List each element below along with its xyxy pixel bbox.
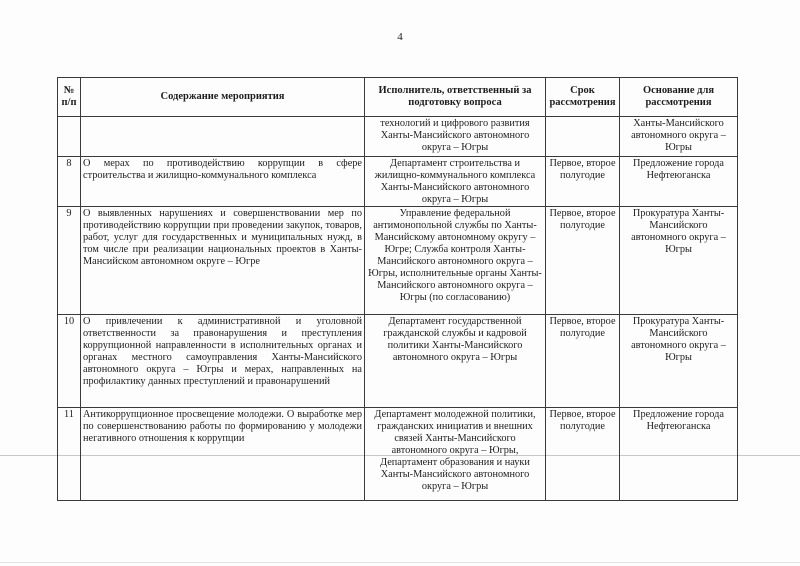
- row-term: Первое, второе полугодие: [546, 157, 620, 207]
- scan-artifact-line: [0, 562, 800, 563]
- row-content: [81, 117, 365, 157]
- row-num: 11: [58, 408, 81, 501]
- row-basis: Прокуратура Ханты-Мансийского автономного округа – Югры: [620, 207, 738, 315]
- row-term: Первое, второе полугодие: [546, 207, 620, 315]
- header-content: Содержание мероприятия: [81, 78, 365, 117]
- table-row: [58, 408, 738, 501]
- row-basis: Предложение города Нефтеюганска: [620, 408, 738, 501]
- row-executor: Управление федеральной антимонопольной службы по Ханты-Мансийскому автономному округу – Югре; Служба контроля Ханты-Мансийского автономного округа – Югры, исполнительные органы Ханты-Мансийского автономного округа – Югры (по согласованию): [365, 207, 546, 315]
- row-content: О мерах по противодействию коррупции в сфере строительства и жилищно-коммунального комплекса: [81, 157, 365, 207]
- table-row: [58, 117, 738, 157]
- row-term: Первое, второе полугодие: [546, 315, 620, 408]
- table-row: [58, 157, 738, 207]
- row-num: 8: [58, 157, 81, 207]
- header-basis: Основание для рассмотрения: [620, 78, 738, 117]
- table-row: [58, 207, 738, 315]
- row-executor: Департамент молодежной политики, гражданских инициатив и внешних связей Ханты-Мансийского автономного округа – Югры, Департамент образования и науки Ханты-Мансийского автономного округа – Югры: [365, 408, 546, 501]
- page-number: 4: [397, 31, 403, 43]
- row-num: 9: [58, 207, 81, 315]
- row-num: [58, 117, 81, 157]
- row-executor: технологий и цифрового развития Ханты-Мансийского автономного округа – Югры: [365, 117, 546, 157]
- header-executor: Исполнитель, ответственный за подготовку вопроса: [365, 78, 546, 117]
- row-term: [546, 117, 620, 157]
- header-term: Срок рассмотрения: [546, 78, 620, 117]
- table-row: [58, 315, 738, 408]
- row-num: 10: [58, 315, 81, 408]
- row-executor: Департамент строительства и жилищно-коммунального комплекса Ханты-Мансийского автономного округа – Югры: [365, 157, 546, 207]
- row-content: Антикоррупционное просвещение молодежи. О выработке мер по совершенствованию работы по формированию у молодежи негативного отношения к коррупции: [81, 408, 365, 501]
- row-executor: Департамент государственной гражданской службы и кадровой политики Ханты-Мансийского автономного округа – Югры: [365, 315, 546, 408]
- table-header-row: [58, 78, 738, 117]
- header-num: № п/п: [58, 78, 81, 117]
- row-basis: Ханты-Мансийского автономного округа – Югры: [620, 117, 738, 157]
- row-basis: Предложение города Нефтеюганска: [620, 157, 738, 207]
- events-plan-table: [57, 77, 738, 501]
- row-basis: Прокуратура Ханты-Мансийского автономного округа – Югры: [620, 315, 738, 408]
- row-content: О выявленных нарушениях и совершенствовании мер по противодействию коррупции при проведении закупок, товаров, работ, услуг для государственных и муниципальных нужд, в том числе при реализации национальных проектов в Ханты-Мансийском автономном округе – Югре: [81, 207, 365, 315]
- row-term: Первое, второе полугодие: [546, 408, 620, 501]
- row-content: О привлечении к административной и уголовной ответственности за правонарушения и преступления коррупционной направленности в исполнительных органах и органах местного самоуправления Ханты-Мансийского автономного округа – Югры и мерах, направленных на профилактику данных преступлений и правонарушений: [81, 315, 365, 408]
